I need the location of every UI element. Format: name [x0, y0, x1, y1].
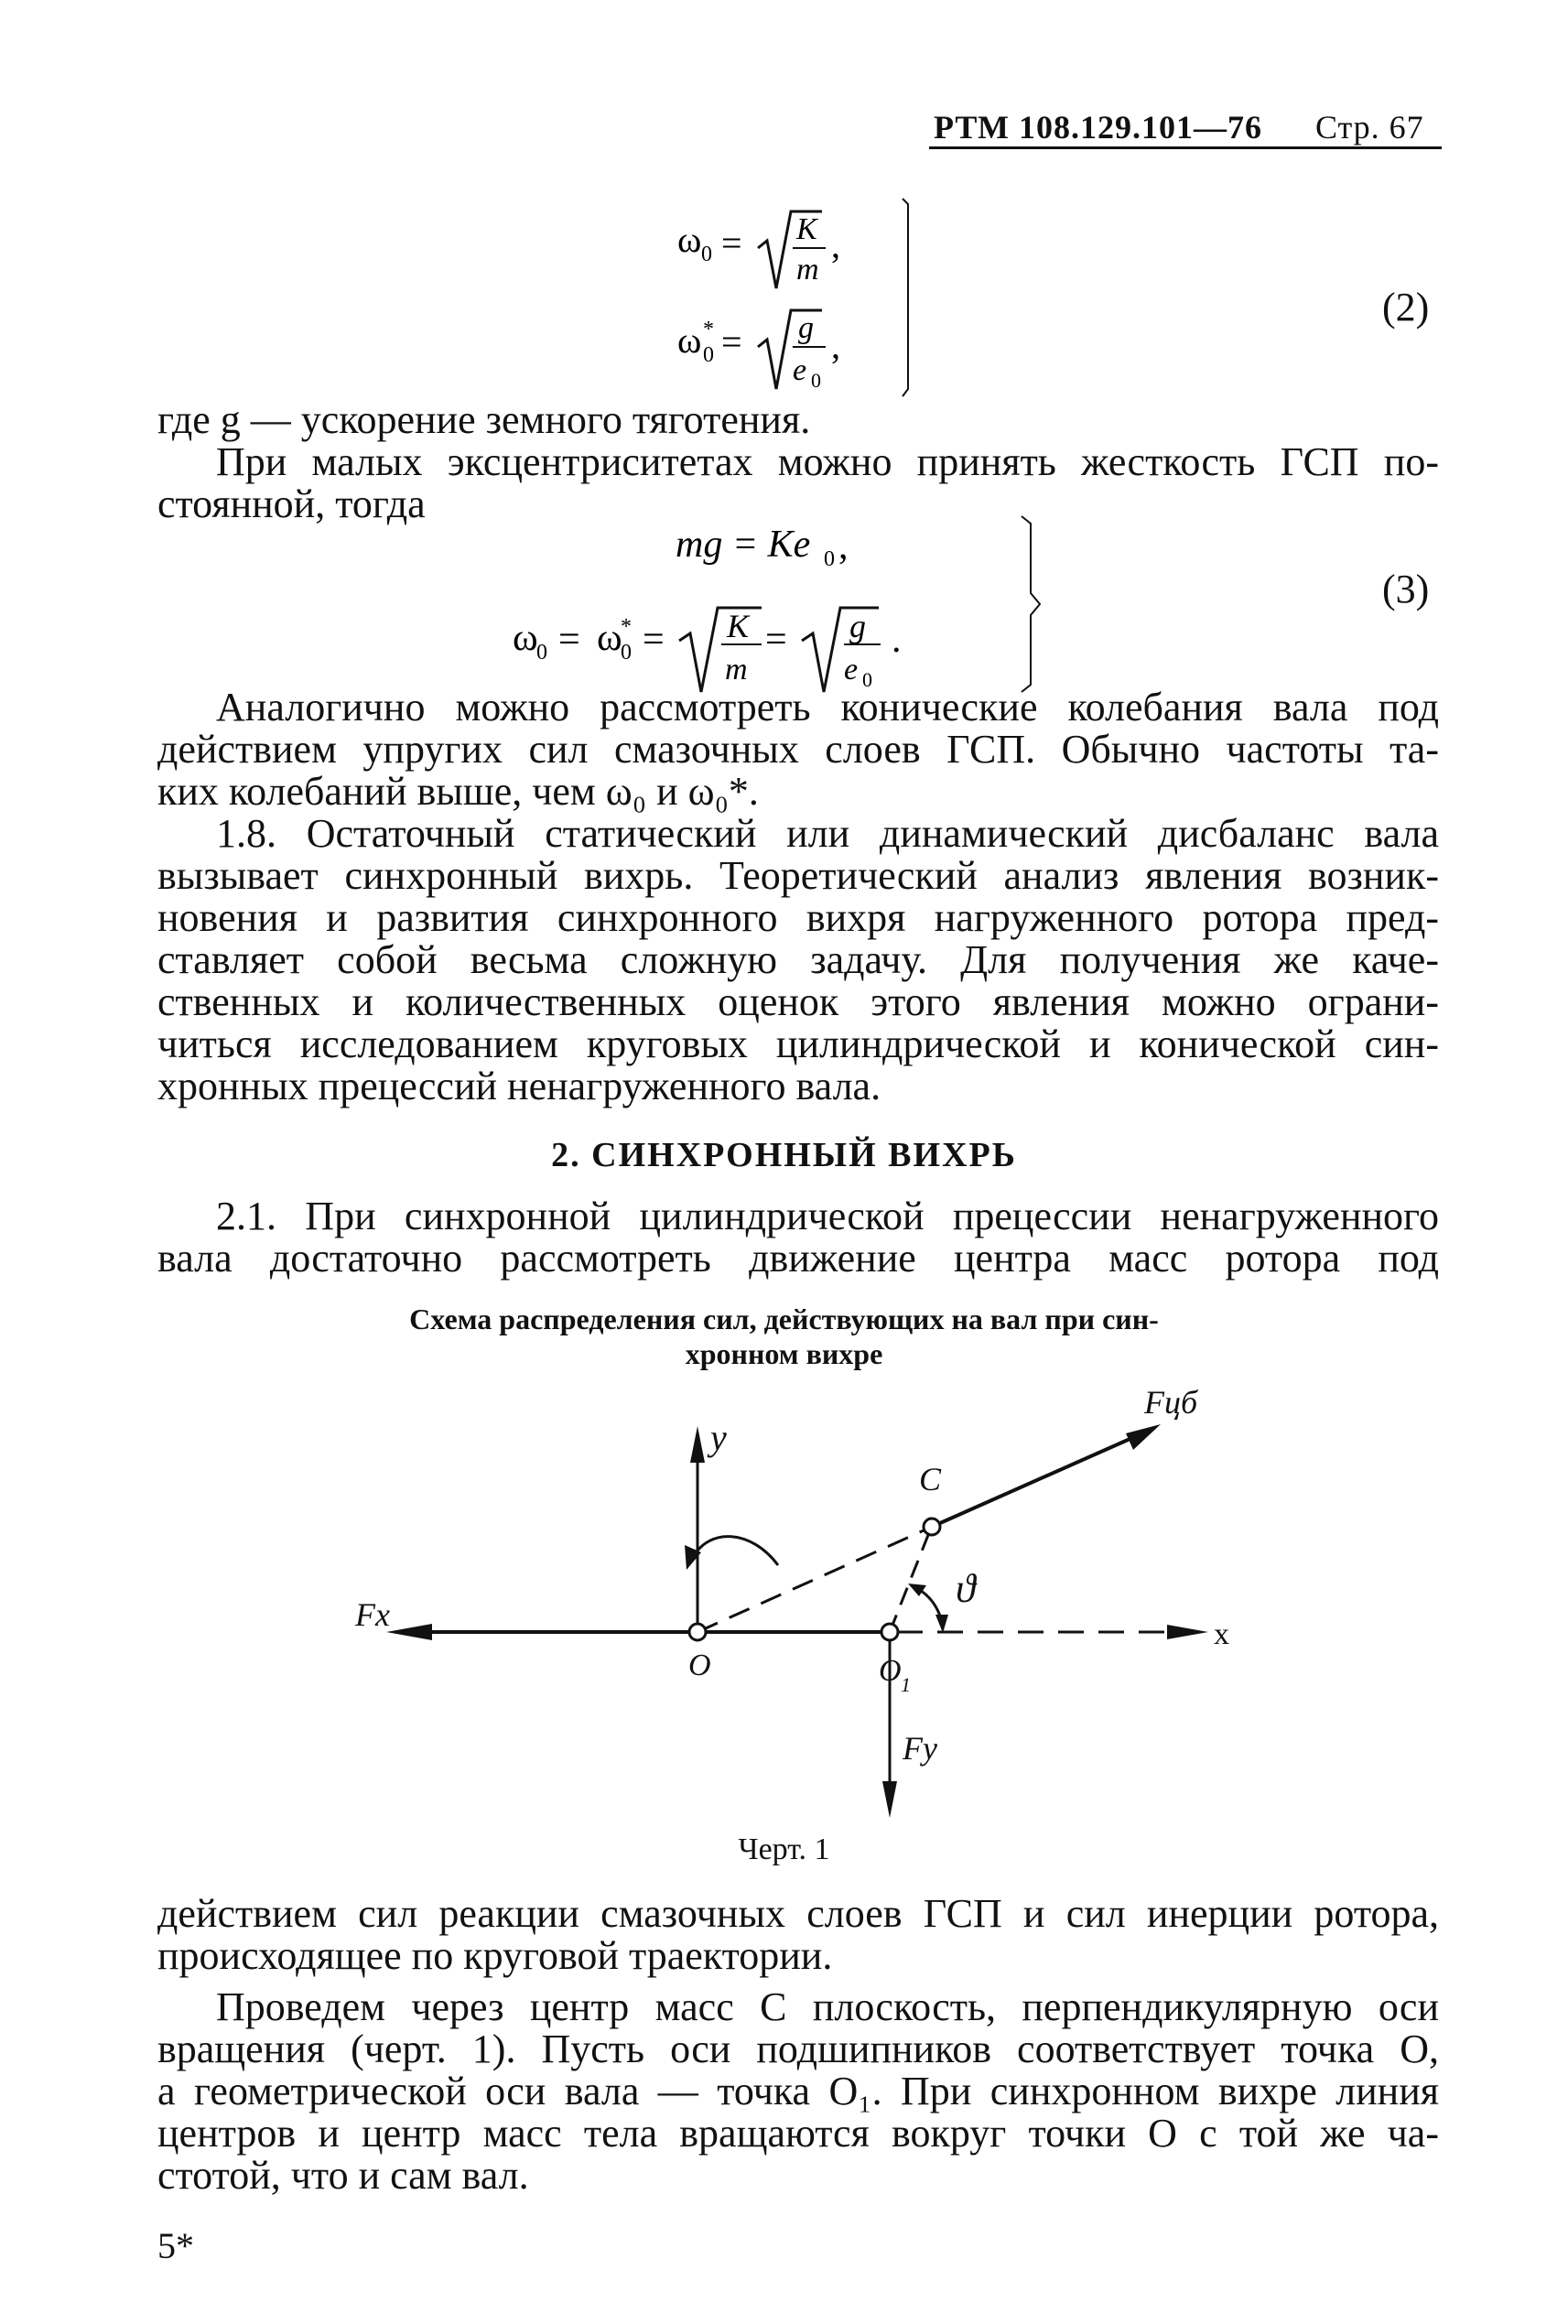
- para-conic-line1: Аналогично можно рассмотреть конические колебания вала под: [216, 685, 1439, 730]
- point-c: [924, 1519, 940, 1535]
- svg-text:m: m: [796, 253, 819, 286]
- svg-text:0: 0: [701, 243, 712, 266]
- svg-text:=: =: [721, 222, 742, 264]
- where-line: где g — ускорение земного тяготения.: [157, 397, 811, 442]
- x-arrowhead: [1167, 1625, 1208, 1639]
- svg-text:e: e: [793, 353, 807, 387]
- label-o1: O: [879, 1654, 902, 1688]
- page-number: Стр. 67: [1314, 109, 1424, 146]
- para-final-line1: Проведем через центр масс C плоскость, перпендикулярную оси: [216, 1984, 1439, 2029]
- svg-text:0: 0: [862, 668, 872, 691]
- equation-3-number: (3): [1382, 567, 1430, 611]
- line-c-fcb: [932, 1433, 1142, 1527]
- point-o1: [881, 1624, 898, 1640]
- svg-text:e: e: [844, 653, 859, 686]
- para-1-8-line7: хронных прецессий ненагруженного вала.: [157, 1064, 881, 1108]
- svg-text:ω: ω: [677, 319, 702, 361]
- line-o1-c: [890, 1530, 930, 1632]
- svg-text:g: g: [798, 311, 814, 345]
- para-1-8-line6: читься исследованием круговых цилиндрической и конической син-: [157, 1021, 1439, 1066]
- eq3-line1: mg = Ke: [676, 524, 811, 566]
- svg-text:0: 0: [621, 641, 632, 665]
- para-1-8-line3: новения и развития синхронного вихря нагруженного ротора пред-: [157, 895, 1439, 940]
- label-o: O: [688, 1648, 711, 1682]
- svg-text:0: 0: [703, 343, 714, 367]
- svg-text:,: ,: [838, 525, 849, 567]
- label-o1-sub: 1: [901, 1673, 911, 1696]
- para-final-line2: вращения (черт. 1). Пусть оси подшипников соответствует точка O,: [157, 2027, 1439, 2071]
- svg-text:=: =: [558, 619, 580, 661]
- svg-text:=: =: [765, 619, 787, 661]
- signature-mark: 5*: [157, 2225, 194, 2266]
- label-fy: Fy: [903, 1730, 937, 1767]
- page-header: [934, 108, 1424, 146]
- para-2-1-line2: вала достаточно рассмотреть движение центра масс ротора под: [157, 1236, 1439, 1281]
- svg-text:K: K: [727, 608, 750, 644]
- fy-arrowhead: [882, 1781, 897, 1818]
- svg-text:,: ,: [831, 325, 840, 366]
- label-theta: ϑ: [956, 1566, 976, 1611]
- rotation-arrow: [694, 1537, 778, 1565]
- svg-text:0: 0: [536, 641, 547, 665]
- svg-text:,: ,: [831, 224, 840, 265]
- label-fcb: Fцб: [1144, 1384, 1198, 1421]
- svg-text:*: *: [703, 318, 714, 341]
- para-after-fig-line2: происходящее по круговой траектории.: [157, 1933, 833, 1978]
- para-after-fig-line1: действием сил реакции смазочных слоев ГСП и сил инерции ротора,: [157, 1891, 1439, 1936]
- svg-text:ω: ω: [597, 617, 622, 659]
- figure-title-line1: Схема распределения сил, действующих на вал при син-: [409, 1303, 1159, 1335]
- figure-title: [275, 1302, 1293, 1371]
- equation-3: [513, 513, 1062, 696]
- section-title: 2. СИНХРОННЫЙ ВИХРЬ: [551, 1136, 1017, 1174]
- svg-text:g: g: [849, 608, 866, 644]
- para-1-8-line4: ставляет собой весьма сложную задачу. Для получения же каче-: [157, 937, 1439, 982]
- svg-text:m: m: [725, 653, 748, 686]
- label-c: C: [919, 1461, 942, 1497]
- svg-text:ω: ω: [513, 617, 538, 659]
- label-fx: Fx: [355, 1596, 390, 1633]
- para-1-8-line1: 1.8. Остаточный статический или динамический дисбаланс вала: [216, 811, 1439, 856]
- para-final-line3: а геометрической оси вала — точка O₁. При синхронном вихре линия: [157, 2069, 1439, 2113]
- equation-2: [677, 197, 970, 403]
- para-final-line4: центров и центр масс тела вращаются вокруг точки O с той же ча-: [157, 2111, 1439, 2156]
- para-conic-line3: ких колебаний выше, чем ω₀ и ω₀*.: [157, 769, 759, 814]
- para-final-line5: стотой, что и сам вал.: [157, 2153, 529, 2198]
- para-2-1-line1: 2.1. При синхронной цилиндрической прецессии ненагруженного: [216, 1194, 1439, 1238]
- point-o: [689, 1624, 706, 1640]
- para-small-ecc-line1: При малых эксцентриситетах можно принять жесткость ГСП по-: [216, 439, 1439, 484]
- header-rule: [929, 146, 1442, 149]
- y-arrowhead: [690, 1426, 705, 1463]
- para-conic-line2: действием упругих сил смазочных слоев ГСП. Обычно частоты та-: [157, 727, 1439, 772]
- eq2-omega: ω: [677, 219, 702, 260]
- para-1-8-line2: вызывает синхронный вихрь. Теоретический анализ явления возник-: [157, 853, 1439, 898]
- svg-text:*: *: [621, 615, 632, 639]
- svg-text:K: K: [796, 212, 817, 246]
- figure-title-line2: хронном вихре: [685, 1337, 883, 1370]
- svg-text:.: .: [892, 619, 902, 661]
- para-small-ecc-line2: стоянной, тогда: [157, 481, 426, 526]
- equation-2-number: (2): [1382, 285, 1430, 330]
- svg-text:0: 0: [811, 369, 821, 392]
- para-1-8-line5: ственных и количественных оценок этого явления можно ограни-: [157, 979, 1439, 1024]
- fx-arrowhead: [386, 1624, 432, 1640]
- force-diagram: [348, 1373, 1263, 1821]
- document-id: РТМ 108.129.101—76: [934, 109, 1262, 146]
- figure-caption: Черт. 1: [738, 1832, 830, 1866]
- label-x: x: [1214, 1617, 1229, 1651]
- svg-text:0: 0: [824, 547, 835, 571]
- fcb-arrowhead: [1126, 1424, 1161, 1450]
- svg-text:=: =: [721, 321, 742, 362]
- svg-text:=: =: [643, 619, 665, 661]
- label-y: y: [710, 1417, 727, 1458]
